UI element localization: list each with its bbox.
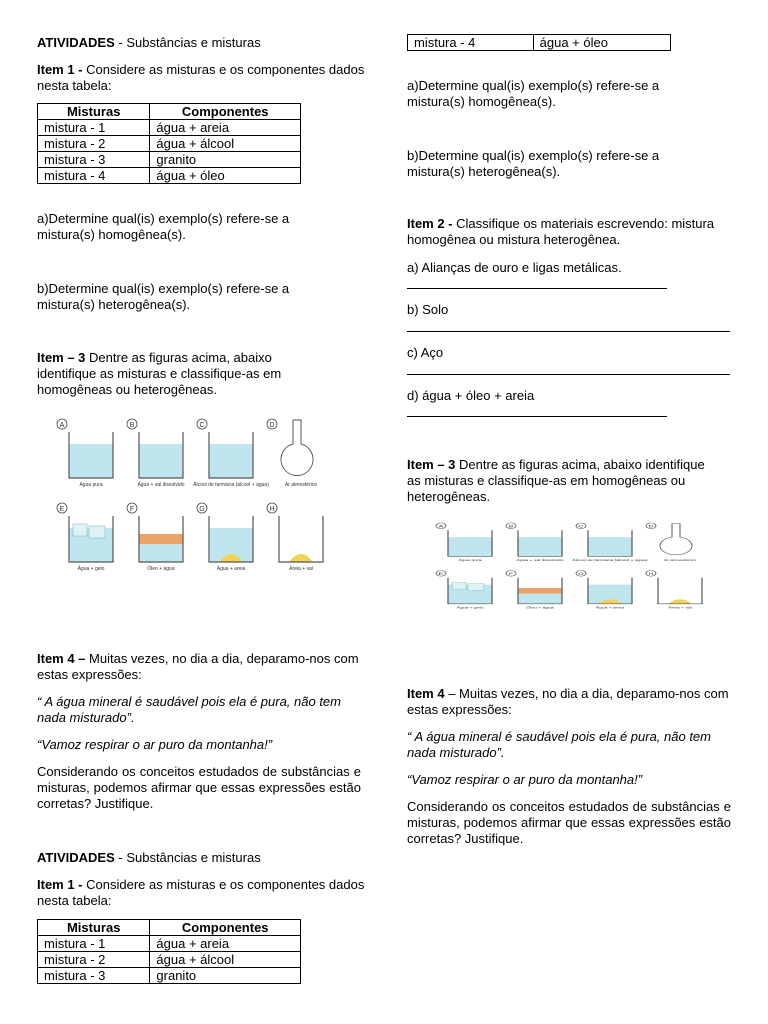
table-row: mistura - 3 granito [38,968,301,984]
panel-caption: Água pura [458,558,482,562]
panel-letter: A [59,422,65,429]
item2-text: Item 2 - Classifique os materiais escrevendo: mistura homogênea ou mistura heterogênea. [407,216,715,247]
panel-caption: Água + sal dissolvido [516,558,564,562]
mixtures-table-continued [407,34,671,51]
panel-caption: Água + gelo [456,605,484,610]
panel-letter: E [438,572,444,577]
panel-b [506,523,564,562]
heading: ATIVIDADES - Substâncias e misturas [37,35,261,50]
panel-caption: Ar atmosférico [284,482,318,488]
panel-letter: G [199,506,205,513]
oil-layer [139,534,183,544]
water-layer [518,594,562,604]
panel-letter: A [438,524,444,529]
panel-d [646,523,697,562]
panel-d [267,419,317,488]
question-b: b)Determine qual(is) exemplo(s) refere-se a mistura(s) heterogênea(s). [37,281,290,312]
item4-text: Item 4 – Muitas vezes, no dia a dia, deparamo-nos com estas expressões: [37,651,359,682]
table-row: mistura - 4 água + óleo [408,35,671,51]
panel-f [127,503,183,572]
mixtures-table-repeat [37,919,301,984]
sand-pile [668,599,692,604]
panel-caption: Álcool de farmácia (álcool + água) [572,558,648,562]
question-a-right: a)Determine qual(is) exemplo(s) refere-se a mistura(s) homogênea(s). [407,78,660,109]
panel-letter: B [508,524,514,529]
panel-caption: Água + sal dissolvido [137,482,185,488]
table-row: mistura - 1 água + areia [38,120,301,136]
answer-line-b [407,331,730,332]
table-row: mistura - 1 água + areia [38,936,301,952]
table-row: mistura - 2 água + álcool [38,136,301,152]
panel-a [436,523,492,562]
conclusion-text: Considerando os conceitos estudados de substâncias e misturas, podemos afirmar que essas expressões estão corretas? Justifique. [37,764,361,811]
panel-e [57,503,113,572]
table-row: mistura - 3 granito [38,152,301,168]
heading-repeat: ATIVIDADES - Substâncias e misturas [37,850,261,865]
panel-caption: Álcool de farmácia (álcool + água) [193,482,269,488]
item3-text: Item – 3 Dentre as figuras acima, abaixo identifique as misturas e classifique-as em homogêneas ou heterogêneas. [37,350,282,397]
panel-caption: Água + areia [216,566,246,572]
panel-b [127,419,185,488]
panel-letter: H [648,572,654,577]
panel-letter: B [129,422,135,429]
panel-letter: F [129,506,135,513]
panel-e [436,570,492,609]
sand-pile [289,554,313,562]
panel-caption: Água + gelo [77,566,105,572]
flask-shape [660,524,692,555]
table-header: Misturas Componentes [38,104,301,120]
answer-line-a [407,288,667,289]
quote-2-right: “Vamoz respirar o ar puro da montanha!” [407,772,643,787]
ice-cube [89,526,105,538]
conclusion-text-right: Considerando os conceitos estudados de substâncias e misturas, podemos afirmar que essas expressões estão corretas? Justifique. [407,799,731,846]
panel-caption: Óleo + água [526,605,554,610]
water-layer [448,537,492,556]
panel-caption: Areia + sal [289,566,313,572]
panel-c [572,523,648,562]
answer-line-c [407,374,730,375]
panel-letter: C [199,422,205,429]
mixtures-table [37,103,301,184]
water-layer [518,537,562,556]
panel-letter: E [59,506,65,513]
panel-f [506,570,562,609]
panel-letter: F [508,572,514,577]
water-layer [139,444,183,478]
panel-caption: Água pura [79,482,103,488]
water-layer [209,444,253,478]
panel-h [646,570,702,609]
water-layer [139,544,183,562]
water-layer [69,444,113,478]
mixtures-figure [45,412,325,580]
panel-caption: Ar atmosférico [663,558,697,562]
option-c: c) Aço [407,345,444,360]
table-row: mistura - 4 água + óleo [38,168,301,184]
quote-2: “Vamoz respirar o ar puro da montanha!” [37,737,273,752]
panel-h [267,503,323,572]
quote-1-right: “ A água mineral é saudável pois ela é pura, não tem nada misturado”. [407,729,711,760]
panel-c [193,419,269,488]
table-header: Misturas Componentes [38,920,301,936]
item1-text-repeat: Item 1 - Considere as misturas e os componentes dados nesta tabela: [37,877,365,908]
panel-letter: D [269,422,275,429]
panel-caption: Óleo + água [147,566,175,572]
answer-line-d [407,416,667,417]
water-layer [588,537,632,556]
panel-letter: G [578,572,584,577]
mixtures-figure-small [424,519,704,614]
panel-letter: H [269,506,275,513]
ice-cube [468,583,484,590]
flask-shape [281,420,313,475]
panel-letter: D [648,524,654,529]
panel-g [576,570,632,609]
ice-cube [73,524,87,536]
item1-text: Item 1 - Considere as misturas e os componentes dados nesta tabela: [37,62,365,93]
option-b: b) Solo [407,302,449,317]
quote-1: “ A água mineral é saudável pois ela é pura, não tem nada misturado”. [37,694,341,725]
table-row: mistura - 2 água + álcool [38,952,301,968]
panel-caption: Água + areia [595,605,625,610]
panel-g [197,503,253,572]
ice-cube [452,582,466,589]
option-d: d) água + óleo + areia [407,388,535,403]
item3-text-right: Item – 3 Dentre as figuras acima, abaixo identifique as misturas e classifique-as em homogêneas ou heterogêneas. [407,457,705,504]
question-b-right: b)Determine qual(is) exemplo(s) refere-se a mistura(s) heterogênea(s). [407,148,660,179]
panel-letter: C [578,524,584,529]
panel-a [57,419,113,488]
item4-text-right: Item 4 – Muitas vezes, no dia a dia, deparamo-nos com estas expressões: [407,686,729,717]
panel-caption: Areia + sal [668,605,692,610]
question-a: a)Determine qual(is) exemplo(s) refere-se a mistura(s) homogênea(s). [37,211,290,242]
option-a: a) Alianças de ouro e ligas metálicas. [407,260,622,275]
oil-layer [518,588,562,594]
